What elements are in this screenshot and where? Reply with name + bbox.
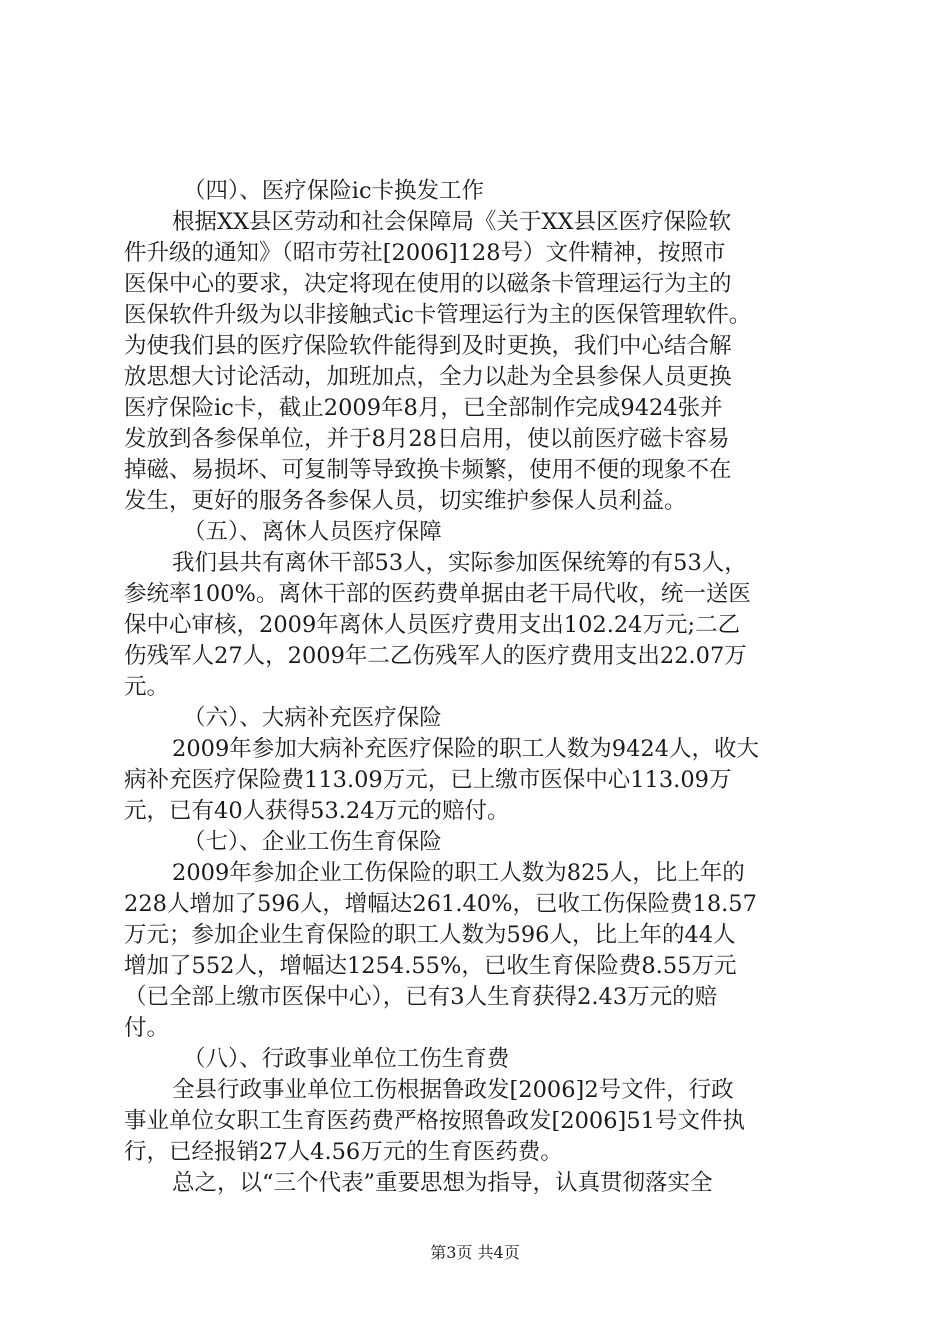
text-line: 根据XX县区劳动和社会保障局《关于XX县区医疗保险软 [172,209,732,235]
text-line: 伤残军人27人，2009年二乙伤残军人的医疗费用支出22.07万 [124,643,747,669]
text-line: 病补充医疗保险费113.09万元，已上缴市医保中心113.09万 [124,767,732,793]
text-line: 我们县共有离休干部53人，实际参加医保统筹的有53人， [172,550,747,576]
text-line: 全县行政事业单位工伤根据鲁政发[2006]2号文件，行政 [172,1077,734,1103]
text-line: 掉磁、易损坏、可复制等导致换卡频繁，使用不便的现象不在 [124,457,732,483]
text-line: 发生，更好的服务各参保人员，切实维护参保人员利益。 [124,488,687,514]
text-line: 228人增加了596人，增幅达261.40%，已收工伤保险费18.57 [124,891,757,917]
text-line: 医疗保险ic卡，截止2009年8月，已全部制作完成9424张并 [124,395,723,421]
text-line: 件升级的通知》（昭市劳社[2006]128号）文件精神，按照市 [124,240,726,266]
text-line: 保中心审核，2009年离休人员医疗费用支出102.24万元;二乙 [124,612,741,638]
text-line: 行，已经报销27人4.56万元的生育医药费。 [124,1139,563,1165]
text-line: 2009年参加企业工伤保险的职工人数为825人，比上年的 [172,860,745,886]
section-heading: （七）、企业工伤生育保险 [183,829,442,855]
text-line: 总之，以“三个代表”重要思想为指导，认真贯彻落实全 [172,1170,713,1196]
text-line: 医保软件升级为以非接触式ic卡管理运行为主的医保管理软件。 [124,302,752,328]
text-line: 付。 [124,1015,170,1041]
text-line: 元，已有40人获得53.24万元的赔付。 [124,798,510,824]
text-line: 参统率100%。离休干部的医药费单据由老干局代收，统一送医 [124,581,751,607]
page-footer: 第3页 共4页 [430,1243,520,1262]
section-heading: （六）、大病补充医疗保险 [183,705,442,731]
text-line: （四）、医疗保险ic卡换发工作 [183,178,485,204]
text-line: 为使我们县的医疗保险软件能得到及时更换，我们中心结合解 [124,333,732,359]
text-line: 放思想大讨论活动，加班加点，全力以赴为全县参保人员更换 [124,364,732,390]
text-line: 增加了552人，增幅达1254.55%，已收生育保险费8.55万元 [124,953,737,979]
text-line: 医保中心的要求，决定将现在使用的以磁条卡管理运行为主的 [124,271,732,297]
text-line: （已全部上缴市医保中心），已有3人生育获得2.43万元的赔 [124,984,718,1010]
text-line: 万元；参加企业生育保险的职工人数为596人，比上年的44人 [124,922,736,948]
text-line: 发放到各参保单位，并于8月28日启用，使以前医疗磁卡容易 [124,426,730,452]
section-heading: （八）、行政事业单位工伤生育费 [183,1046,510,1072]
section-heading: （五）、离休人员医疗保障 [183,519,442,545]
text-line: 2009年参加大病补充医疗保险的职工人数为9424人，收大 [172,736,760,762]
text-line: 事业单位女职工生育医药费严格按照鲁政发[2006]51号文件执 [124,1108,745,1134]
text-line: 元。 [124,674,170,700]
